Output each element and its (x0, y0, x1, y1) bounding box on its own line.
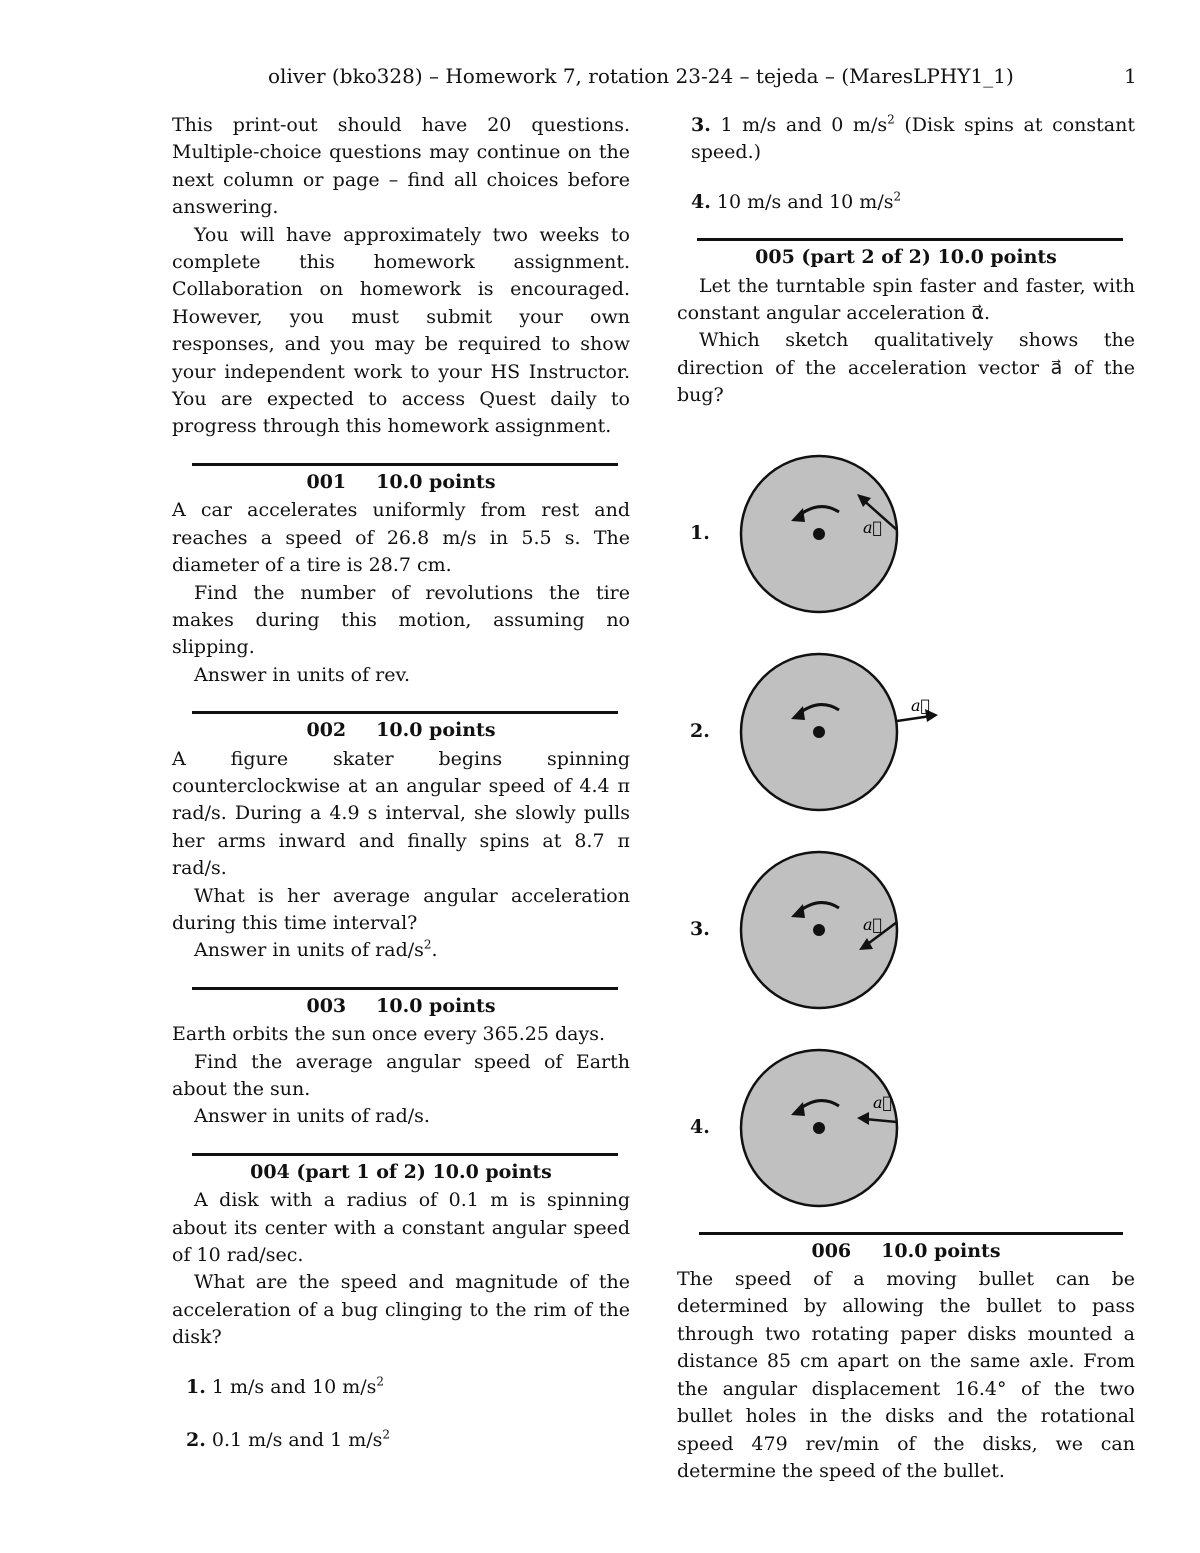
question-003-heading: 003 10.0 points (306, 994, 496, 1017)
sketch-option-2[interactable] (677, 638, 1135, 836)
section-divider (697, 238, 1123, 241)
left-column (172, 112, 630, 1454)
sketch-option-3[interactable] (677, 836, 1135, 1034)
center-dot-icon (813, 924, 825, 936)
center-dot-icon (813, 1122, 825, 1134)
question-004-prompt: What are the speed and magnitude of the acceleration of a bug clinging to the rim of the disk? (172, 1271, 630, 1349)
vector-label: a⃗ (863, 914, 883, 934)
question-001-text: A car accelerates uniformly from rest and reaches a speed of 26.8 m/s in 5.5 s. The diameter of a tire is 28.7 cm. (172, 499, 630, 577)
section-divider (192, 1153, 618, 1156)
sketch-number: 2. (690, 719, 710, 742)
disk-diagram (739, 652, 939, 822)
disk-diagram (739, 454, 939, 624)
intro-paragraph-1: This print-out should have 20 questions. Multiple-choice questions may continue on the next column or page – find all choices before answering. (172, 114, 630, 219)
question-005-heading: 005 (part 2 of 2) 10.0 points (755, 246, 1057, 269)
vector-label: a⃗ (863, 517, 883, 537)
question-002-text: A figure skater begins spinning counterclockwise at an angular speed of 4.4 π rad/s. During a 4.9 s interval, she slowly pulls her arms inward and finally spins at 8.7 π rad/s. (172, 747, 630, 880)
page-number: 1 (1124, 64, 1137, 88)
answer-choice-1[interactable]: 1. 1 m/s and 10 $m/s^2$ (186, 1374, 385, 1398)
question-005-prompt: Which sketch qualitatively shows the direction of the acceleration vector a⃗ of the bug? (677, 329, 1135, 407)
disk-diagram (739, 850, 939, 1020)
answer-choice-3[interactable]: 3. 1 m/s and 0 $m/s^2$ (Disk spins at constant speed.) (691, 112, 1135, 164)
sketch-number: 1. (690, 521, 710, 544)
question-005-text: Let the turntable spin faster and faster, with constant angular acceleration α⃗. (677, 274, 1135, 325)
vector-label: a⃗ (873, 1092, 893, 1112)
question-003-answer-units: Answer in units of rad/s. (194, 1105, 430, 1128)
section-divider (192, 711, 618, 714)
question-001-prompt: Find the number of revolutions the tire makes during this motion, assuming no slipping. (172, 581, 630, 659)
question-001-heading: 001 10.0 points (306, 470, 496, 493)
sketch-option-4[interactable] (677, 1034, 1135, 1232)
disk-diagram (739, 1048, 939, 1218)
question-006-heading: 006 10.0 points (811, 1239, 1001, 1262)
sketch-number: 4. (690, 1115, 710, 1138)
question-002-heading: 002 10.0 points (306, 719, 496, 742)
sketch-number: 3. (690, 917, 710, 940)
question-003-prompt: Find the average angular speed of Earth about the sun. (172, 1050, 630, 1100)
page-header (0, 64, 1200, 96)
sketch-option-1[interactable] (677, 440, 1135, 638)
question-004-heading: 004 (part 1 of 2) 10.0 points (250, 1160, 552, 1183)
question-001-answer-units: Answer in units of rev. (194, 663, 411, 686)
intro-paragraph-2: You will have approximately two weeks to complete this homework assignment. Collaboration on homework is encouraged. However, you must submit your own responses, and you may be required to show your independent work to your HS Instructor. You are expected to access Quest daily to progress through this homework assignment. (172, 223, 630, 438)
center-dot-icon (813, 528, 825, 540)
section-divider (192, 987, 618, 990)
vector-label: a⃗ (911, 695, 931, 715)
answer-choice-4[interactable]: 4. 10 m/s and 10 $m/s^2$ (691, 189, 902, 213)
right-column (677, 112, 1135, 1485)
center-dot-icon (813, 726, 825, 738)
header-title: oliver (bko328) – Homework 7, rotation 23-24 – tejeda – (MaresLPHY1_1) (268, 64, 1014, 88)
section-divider (699, 1232, 1123, 1235)
question-002-prompt: What is her average angular acceleration during this time interval? (172, 884, 630, 934)
question-003-text: Earth orbits the sun once every 365.25 days. (172, 1023, 606, 1046)
answer-choice-2[interactable]: 2. 0.1 m/s and 1 $m/s^2$ (186, 1427, 391, 1452)
section-divider (192, 463, 618, 466)
question-004-text: A disk with a radius of 0.1 m is spinning about its center with a constant angular speed of 10 rad/sec. (172, 1189, 630, 1267)
question-006-text: The speed of a moving bullet can be determined by allowing the bullet to pass through two rotating paper disks mounted a distance 85 cm apart on the same axle. From the angular displacement 16.4° of the two bullet holes in the disks and the rotational speed 479 rev/min of the disks, we can determine the speed of the bullet. (677, 1268, 1135, 1482)
question-002-answer-units: Answer in units of rad/$s^2$. (194, 938, 438, 962)
acceleration-arrow-icon (897, 716, 931, 721)
